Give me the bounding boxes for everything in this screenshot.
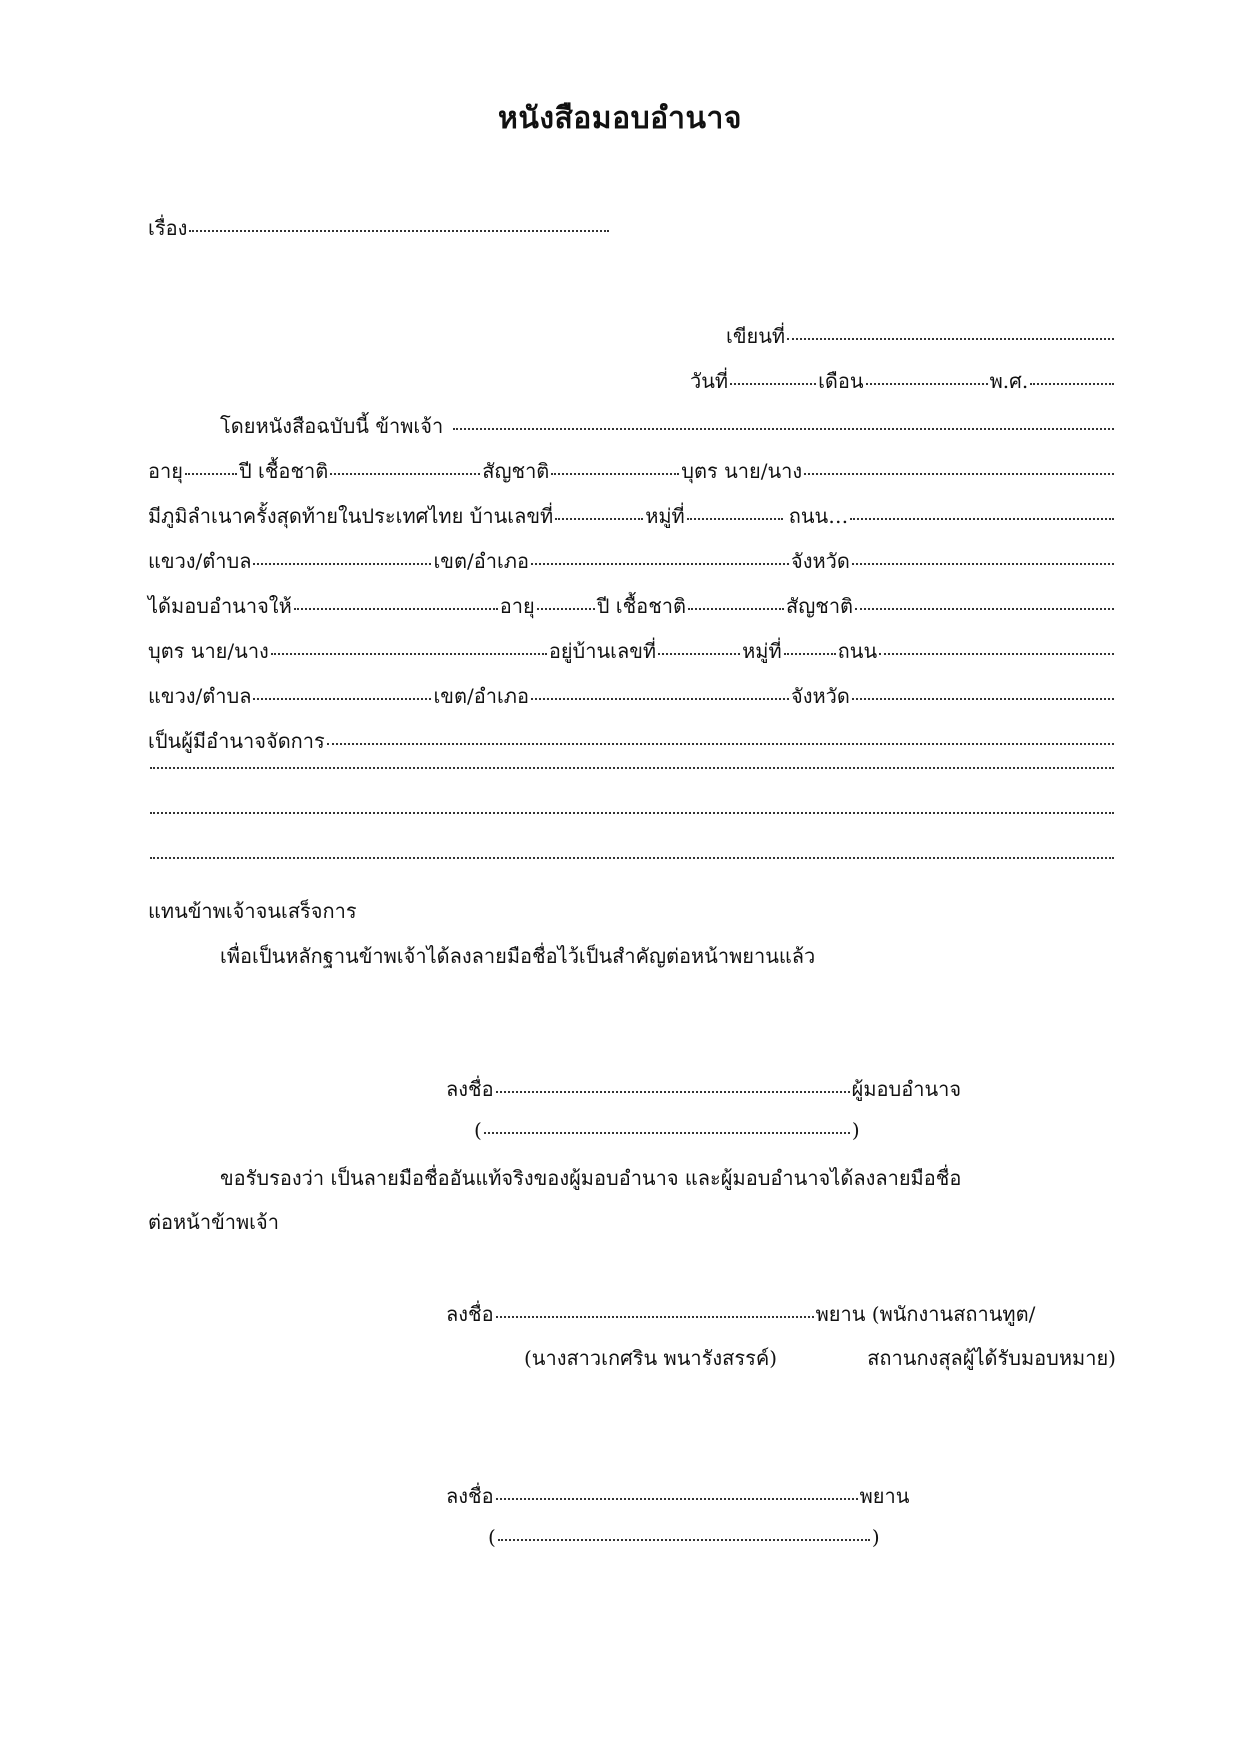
grantor-paren-close: ) <box>851 1118 860 1142</box>
grantee-road-label: ถนน <box>837 639 878 663</box>
witness2-printed-name-row <box>488 1525 880 1549</box>
witness2-signature-field[interactable] <box>496 1498 858 1500</box>
grantee-province-label: จังหวัด <box>790 684 850 708</box>
written-at-label: เขียนที่ <box>726 324 786 348</box>
grantee-province-field[interactable] <box>852 698 1114 700</box>
authority-row <box>148 725 1116 757</box>
grantor-sign-label: ลงชื่อ <box>446 1077 494 1101</box>
grantor-printed-name-field[interactable] <box>484 1132 850 1134</box>
grantor-subdistrict-label: แขวง/ตำบล <box>148 549 252 573</box>
witness2-sign-label: ลงชื่อ <box>446 1484 494 1508</box>
authority-label: เป็นผู้มีอำนาจจัดการ <box>148 729 325 753</box>
witness2-role-label: พยาน <box>859 1484 910 1508</box>
grantee-parent-field[interactable] <box>271 653 547 655</box>
grantor-age-field[interactable] <box>185 473 237 475</box>
grantee-subdistrict-label: แขวง/ตำบล <box>148 684 252 708</box>
grantor-details-row <box>148 455 1116 487</box>
grantor-nationality-label: ปี เชื้อชาติ <box>238 459 329 483</box>
written-at-field[interactable] <box>787 338 1114 340</box>
evidence-row <box>220 940 815 972</box>
grantee-moo-label: หมู่ที่ <box>742 639 782 663</box>
grantee-citizenship-field[interactable] <box>855 608 1114 610</box>
subject-field[interactable] <box>189 230 609 232</box>
grantor-citizenship-field[interactable] <box>551 473 679 475</box>
subject-label: เรื่อง <box>148 216 188 240</box>
grantee-parent-label: บุตร นาย/นาง <box>148 639 269 663</box>
grantee-age-field[interactable] <box>537 608 595 610</box>
month-label: เดือน <box>818 369 864 393</box>
grantor-road-field[interactable] <box>850 518 1114 520</box>
grantor-address-row <box>148 545 1116 577</box>
grantor-parent-label: บุตร นาย/นาง <box>681 459 803 483</box>
grantee-address-row <box>148 680 1116 712</box>
document-title: หนังสือมอบอำนาจ <box>498 101 742 136</box>
witness1-role-label: พยาน (พนักงานสถานทูต/ <box>815 1302 1036 1326</box>
grantor-domicile-row <box>148 500 1116 532</box>
grantor-age-label: อายุ <box>148 459 183 483</box>
grantor-moo-field[interactable] <box>687 518 783 520</box>
authority-field-3[interactable] <box>150 812 1114 814</box>
witness1-name: (นางสาวเกศริน พนารังสรรค์) <box>524 1346 778 1370</box>
authority-field-4[interactable] <box>150 857 1114 859</box>
grantor-house-no-field[interactable] <box>555 518 643 520</box>
evidence-text: เพื่อเป็นหลักฐานข้าพเจ้าได้ลงลายมือชื่อไว้เป็นสำคัญต่อหน้าพยานแล้ว <box>220 944 816 968</box>
grantee-citizenship-label: สัญชาติ <box>786 594 854 618</box>
grantee-label: ได้มอบอำนาจให้ <box>148 594 292 618</box>
witness2-paren-open: ( <box>488 1525 496 1549</box>
grantor-intro-label: โดยหนังสือฉบับนี้ ข้าพเจ้า <box>220 414 444 438</box>
on-behalf-text: แทนข้าพเจ้าจนเสร็จการ <box>148 899 357 923</box>
witness1-signature-row <box>446 1298 1035 1330</box>
grantee-road-field[interactable] <box>879 653 1114 655</box>
grantor-paren-open: ( <box>474 1118 482 1142</box>
grantor-road-label: ถนน… <box>788 504 849 528</box>
grantee-district-field[interactable] <box>531 698 789 700</box>
grantor-signature-field[interactable] <box>496 1091 850 1093</box>
day-label: วันที่ <box>690 369 729 393</box>
grantee-subdistrict-field[interactable] <box>253 698 431 700</box>
date-row <box>690 365 1116 397</box>
grantee-details-row <box>148 590 1116 622</box>
day-field[interactable] <box>730 383 816 385</box>
grantee-house-no-field[interactable] <box>658 653 740 655</box>
grantor-domicile-label: มีภูมิลำเนาครั้งสุดท้ายในประเทศไทย บ้านเลขที่ <box>148 504 554 528</box>
grantee-age-label: อายุ <box>499 594 535 618</box>
grantee-nationality-label: ปี เชื้อชาติ <box>596 594 686 618</box>
grantor-province-label: จังหวัด <box>790 549 850 573</box>
witness2-signature-row <box>446 1480 909 1512</box>
grantor-province-field[interactable] <box>852 563 1114 565</box>
grantee-house-no-label: อยู่บ้านเลขที่ <box>548 639 657 663</box>
grantor-nationality-field[interactable] <box>330 473 480 475</box>
grantee-district-label: เขต/อำเภอ <box>433 684 529 708</box>
grantor-moo-label: หมู่ที่ <box>645 504 685 528</box>
grantor-parent-field[interactable] <box>804 473 1114 475</box>
grantee-name-field[interactable] <box>294 608 498 610</box>
grantor-subdistrict-field[interactable] <box>253 563 431 565</box>
witness2-printed-name-field[interactable] <box>498 1539 870 1541</box>
grantee-parent-row <box>148 635 1116 667</box>
grantor-district-label: เขต/อำเภอ <box>433 549 529 573</box>
witness1-sign-label: ลงชื่อ <box>446 1302 494 1326</box>
grantor-printed-name-row <box>474 1118 860 1142</box>
authority-line-2 <box>148 770 1116 772</box>
year-label: พ.ศ. <box>989 369 1029 393</box>
authority-field[interactable] <box>327 743 1114 745</box>
grantor-role-label: ผู้มอบอำนาจ <box>851 1077 962 1101</box>
grantor-signature-row <box>446 1073 961 1105</box>
grantee-nationality-field[interactable] <box>688 608 784 610</box>
witness1-role-cont: สถานกงสุลผู้ได้รับมอบหมาย) <box>867 1346 1116 1370</box>
authority-line-3 <box>148 815 1116 817</box>
grantee-moo-field[interactable] <box>784 653 836 655</box>
witness1-name-row <box>524 1342 777 1374</box>
grantor-intro-row <box>220 410 1116 442</box>
on-behalf-row <box>148 895 357 927</box>
certification-line-2: ต่อหน้าข้าพเจ้า <box>148 1210 279 1234</box>
grantor-district-field[interactable] <box>531 563 789 565</box>
certification-row-1 <box>220 1162 961 1194</box>
grantor-citizenship-label: สัญชาติ <box>482 459 550 483</box>
year-field[interactable] <box>1030 383 1114 385</box>
subject-row <box>148 212 611 244</box>
witness1-role-cont-row <box>780 1342 1116 1374</box>
written-at-row <box>726 320 1116 352</box>
certification-row-2 <box>148 1206 279 1238</box>
certification-line-1: ขอรับรองว่า เป็นลายมือชื่ออันแท้จริงของผู้มอบอำนาจ และผู้มอบอำนาจได้ลงลายมือชื่อ <box>220 1166 962 1190</box>
month-field[interactable] <box>866 383 988 385</box>
witness2-paren-close: ) <box>871 1525 880 1549</box>
grantor-name-field[interactable] <box>453 428 1114 430</box>
authority-field-2[interactable] <box>150 767 1114 769</box>
witness1-signature-field[interactable] <box>496 1316 814 1318</box>
authority-line-4 <box>148 860 1116 862</box>
